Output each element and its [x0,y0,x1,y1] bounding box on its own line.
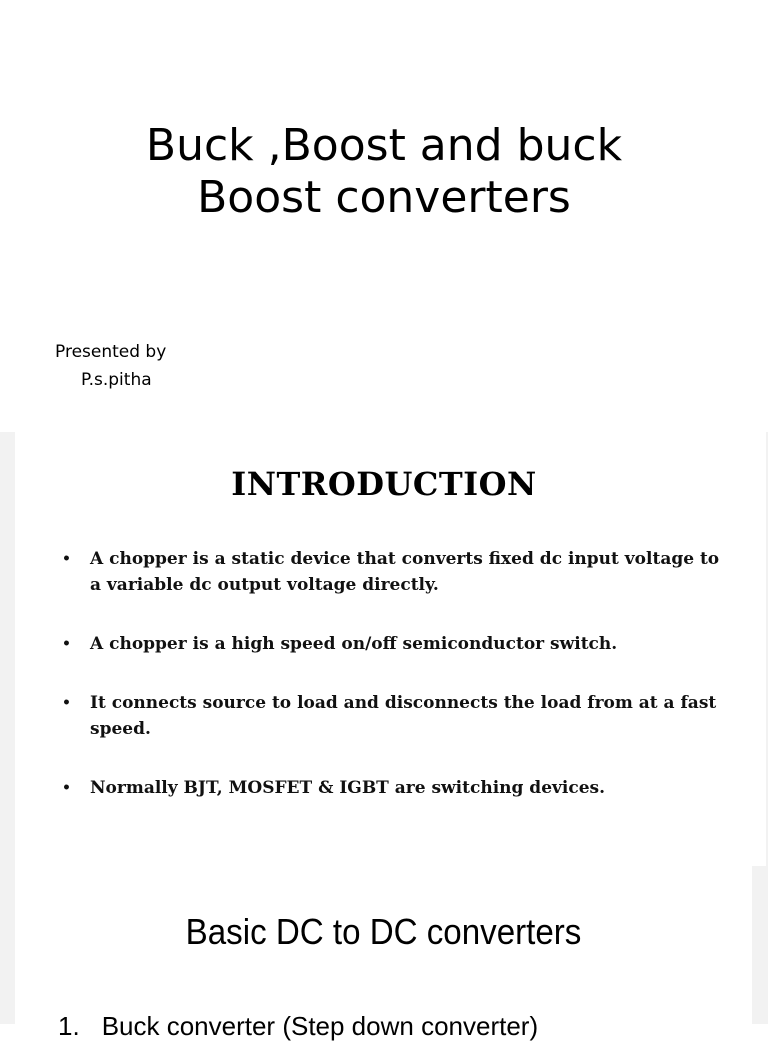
list-item-text: Buck converter (Step down converter) [101,1011,539,1041]
bullet-item: • A chopper is a static device that converts fixed dc input voltage to a variable dc output voltage directly. [58,546,728,598]
presenter-name: P.s.pitha [81,370,152,390]
basic-converters-slide [0,866,768,1041]
title-line-2: Boost converters [197,172,571,223]
bullet-item: • A chopper is a high speed on/off semiconductor switch. [58,631,728,657]
introduction-bullet-list [58,546,728,834]
introduction-slide [0,432,768,866]
list-item [58,1010,538,1042]
basic-converters-heading: Basic DC to DC converters [185,911,582,952]
title-slide [0,0,768,432]
bullet-item: • It connects source to load and disconnects the load from at a fast speed. [58,690,728,742]
bullet-item: • Normally BJT, MOSFET & IGBT are switching devices. [58,775,728,801]
introduction-heading: INTRODUCTION [231,465,537,503]
list-item-number: 1. [58,1011,80,1041]
presenter-label: Presented by [55,342,167,362]
title-line-1: Buck ,Boost and buck [145,120,623,171]
presentation-title [0,120,768,224]
